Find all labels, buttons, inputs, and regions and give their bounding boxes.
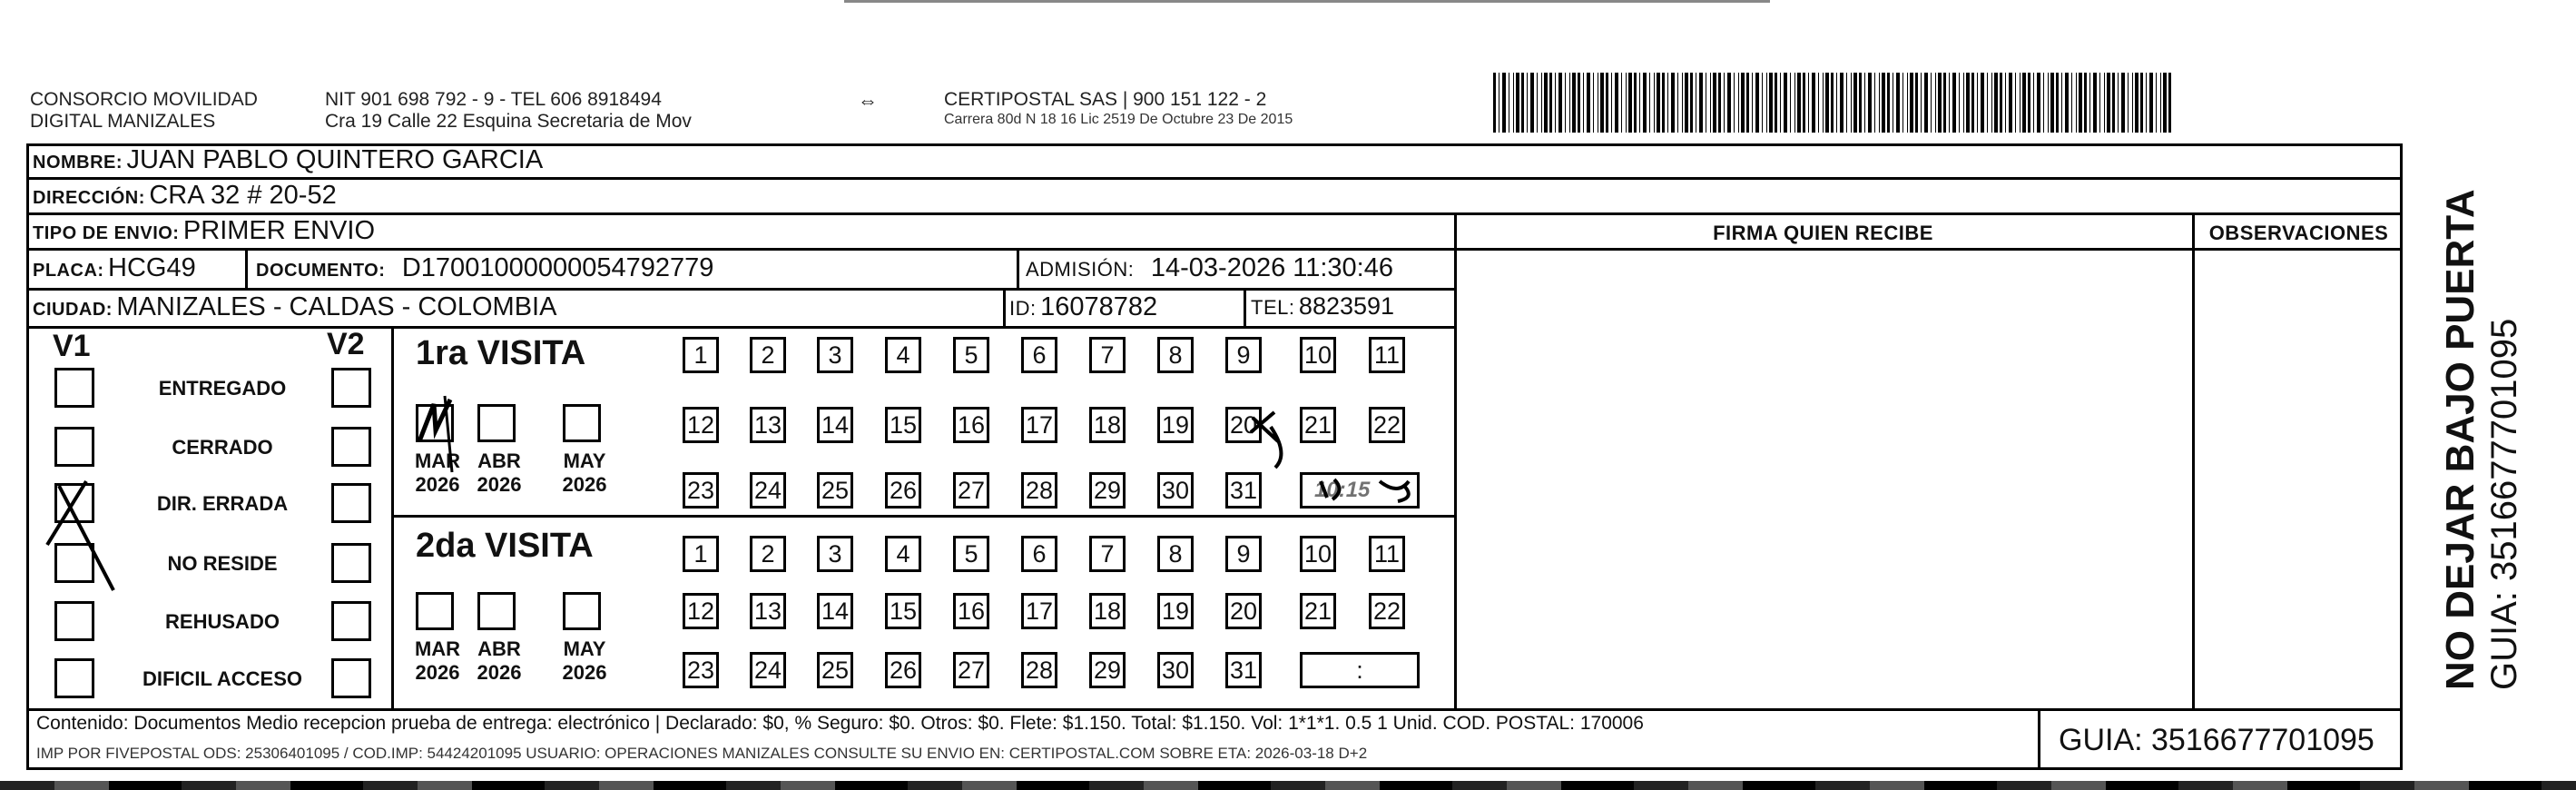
first-visit-day-box[interactable]: 8 <box>1157 337 1194 373</box>
first-visit-day-box[interactable]: 14 <box>817 407 853 443</box>
contenido-text: Contenido: Documentos Medio recepcion prueba de entrega: electrónico | Declarado: $0, % Seguro: $0. Otros: $0. Flete: $1.150. Total: $1.150. Vol: 1*1*1. 0.5 1 Unid. COD. POSTAL: 170006 <box>36 713 1644 734</box>
second-visit-day-box[interactable]: 14 <box>817 593 853 629</box>
first-visit-day-box[interactable]: 17 <box>1021 407 1057 443</box>
ciudad-label: CIUDAD: <box>33 300 113 320</box>
second-visit-day-box[interactable]: 10 <box>1300 536 1336 572</box>
status-label: CERRADO <box>172 436 273 459</box>
second-visit-day-box[interactable]: 6 <box>1021 536 1057 572</box>
first-visit-day-box[interactable]: 12 <box>683 407 719 443</box>
second-visit-day-box[interactable]: 5 <box>953 536 989 572</box>
first-visit-day-box[interactable]: 27 <box>953 472 989 509</box>
tipo-label: TIPO DE ENVIO: <box>33 223 180 243</box>
status-label: DIR. ERRADA <box>156 492 289 515</box>
second-visit-day-box[interactable]: 31 <box>1225 652 1262 688</box>
month-year: 2026 <box>477 473 522 496</box>
first-visit-day-box[interactable]: 5 <box>953 337 989 373</box>
first-visit-day-box[interactable]: 9 <box>1225 337 1262 373</box>
second-visit-day-box[interactable]: 25 <box>817 652 853 688</box>
second-visit-day-box[interactable]: 4 <box>885 536 921 572</box>
courier-name: CERTIPOSTAL SAS | 900 151 122 - 2 <box>944 89 1267 110</box>
first-visit-day-box[interactable]: 13 <box>750 407 786 443</box>
firma-header: FIRMA QUIEN RECIBE <box>1713 222 1933 244</box>
bottom-edge <box>0 781 2576 790</box>
second-visit-day-box[interactable]: 3 <box>817 536 853 572</box>
ciudad-value: MANIZALES - CALDAS - COLOMBIA <box>116 292 557 321</box>
first-visit-day-box[interactable]: 10 <box>1300 337 1336 373</box>
admision-value: 14-03-2026 11:30:46 <box>1150 253 1393 282</box>
tel-value: 8823591 <box>1298 292 1395 320</box>
second-visit-day-box[interactable]: 12 <box>683 593 719 629</box>
placa-value: HCG49 <box>108 253 196 282</box>
second-visit-day-box[interactable]: 22 <box>1369 593 1405 629</box>
first-visit-day-box[interactable]: 25 <box>817 472 853 509</box>
status-label: DIFICIL ACCESO <box>142 667 302 690</box>
first-visit-day-box[interactable]: 28 <box>1021 472 1057 509</box>
first-visit-day-box[interactable]: 24 <box>750 472 786 509</box>
first-visit-day-box[interactable]: 7 <box>1089 337 1126 373</box>
nombre-label: NOMBRE: <box>33 153 123 173</box>
nit-line: NIT 901 698 792 - 9 - TEL 606 8918494 <box>325 89 662 110</box>
second-visit-day-box[interactable]: 26 <box>885 652 921 688</box>
side-notice-text: NO DEJAR BAJO PUERTA <box>2438 189 2483 690</box>
admision-label: ADMISIÓN: <box>1026 258 1135 281</box>
first-visit-day-box[interactable]: 16 <box>953 407 989 443</box>
address-line: Cra 19 Calle 22 Esquina Secretaria de Mov <box>325 111 692 132</box>
company-line-2: DIGITAL MANIZALES <box>30 111 216 132</box>
second-visit-day-box[interactable]: 19 <box>1157 593 1194 629</box>
first-visit-day-box[interactable]: 29 <box>1089 472 1126 509</box>
id-value: 16078782 <box>1040 292 1158 321</box>
second-visit-day-box[interactable]: 23 <box>683 652 719 688</box>
first-visit-day-box[interactable]: 21 <box>1300 407 1336 443</box>
first-visit-day-box[interactable]: 30 <box>1157 472 1194 509</box>
second-visit-day-box[interactable]: 15 <box>885 593 921 629</box>
first-visit-day-box[interactable]: 31 <box>1225 472 1262 509</box>
documento-value: D17001000000054792779 <box>401 253 714 282</box>
second-visit-day-box[interactable]: 17 <box>1021 593 1057 629</box>
month-name: MAY <box>563 449 606 472</box>
direccion-value: CRA 32 # 20-52 <box>149 181 337 210</box>
first-visit-day-box[interactable]: 19 <box>1157 407 1194 443</box>
first-visit-day-box[interactable]: 4 <box>885 337 921 373</box>
second-visit-title: 2da VISITA <box>416 527 594 565</box>
first-visit-day-box[interactable]: 22 <box>1369 407 1405 443</box>
company-line-1: CONSORCIO MOVILIDAD <box>30 89 258 110</box>
status-label: REHUSADO <box>165 610 280 633</box>
second-visit-day-box[interactable]: 13 <box>750 593 786 629</box>
nombre-value: JUAN PABLO QUINTERO GARCIA <box>126 145 544 174</box>
imp-text: IMP POR FIVEPOSTAL ODS: 25306401095 / COD.IMP: 54424201095 USUARIO: OPERACIONES MANIZALES CONSULTE SU ENVIO EN: CERTIPOSTAL.COM SOBRE ETA: 2026-03-18 D+2 <box>36 745 1368 762</box>
month-year: 2026 <box>415 661 460 684</box>
second-visit-day-box[interactable]: 24 <box>750 652 786 688</box>
check-mark-dir-errada <box>47 481 113 590</box>
second-visit-day-box[interactable]: 30 <box>1157 652 1194 688</box>
placa-label: PLACA: <box>33 261 104 281</box>
status-label: ENTREGADO <box>158 377 287 400</box>
handwritten-time <box>1321 479 1409 501</box>
second-visit-day-box[interactable]: 28 <box>1021 652 1057 688</box>
v1-label: V1 <box>53 329 91 363</box>
month-name: MAR <box>414 449 461 472</box>
month-year: 2026 <box>415 473 460 496</box>
status-label: NO RESIDE <box>167 552 278 575</box>
second-visit-day-box[interactable]: 18 <box>1089 593 1126 629</box>
handwritten-time-text: 10:15 <box>1314 478 1371 502</box>
first-visit-day-box[interactable]: 2 <box>750 337 786 373</box>
courier-address: Carrera 80d N 18 16 Lic 2519 De Octubre 23 De 2015 <box>944 112 1293 127</box>
first-visit-day-box[interactable]: 3 <box>817 337 853 373</box>
first-visit-title: 1ra VISITA <box>416 334 586 372</box>
second-visit-day-box[interactable]: 8 <box>1157 536 1194 572</box>
month-year: 2026 <box>562 661 607 684</box>
side-guia-text: GUIA: 3516677701095 <box>2484 318 2524 690</box>
second-visit-day-box[interactable]: 9 <box>1225 536 1262 572</box>
second-visit-day-box[interactable]: 11 <box>1369 536 1405 572</box>
second-visit-day-box[interactable]: 7 <box>1089 536 1126 572</box>
second-visit-day-box[interactable]: 2 <box>750 536 786 572</box>
first-visit-day-box[interactable]: 15 <box>885 407 921 443</box>
first-visit-day-box[interactable]: 6 <box>1021 337 1057 373</box>
month-name: MAY <box>563 637 606 660</box>
month-year: 2026 <box>562 473 607 496</box>
id-label: ID: <box>1009 297 1037 320</box>
v2-label: V2 <box>327 327 365 361</box>
second-visit-day-box[interactable]: 21 <box>1300 593 1336 629</box>
observaciones-header: OBSERVACIONES <box>2208 222 2389 244</box>
second-visit-day-box[interactable]: 27 <box>953 652 989 688</box>
first-visit-day-box[interactable]: 18 <box>1089 407 1126 443</box>
second-visit-day-box[interactable]: 16 <box>953 593 989 629</box>
direccion-label: DIRECCIÓN: <box>33 188 145 208</box>
side-notice <box>2438 189 2525 690</box>
courier-logo-icon: ⇔ <box>858 89 878 112</box>
tel-label: TEL: <box>1251 296 1295 319</box>
month-name: MAR <box>414 637 461 660</box>
second-visit-day-box[interactable]: 20 <box>1225 593 1262 629</box>
first-visit-day-box[interactable]: 20 <box>1225 407 1262 443</box>
second-visit-day-box[interactable]: 1 <box>683 536 719 572</box>
first-visit-day-box[interactable]: 1 <box>683 337 719 373</box>
second-visit-time-box[interactable]: : <box>1300 652 1420 688</box>
tipo-value: PRIMER ENVIO <box>182 216 376 245</box>
month-name: ABR <box>477 637 521 660</box>
first-visit-day-box[interactable]: 26 <box>885 472 921 509</box>
month-year: 2026 <box>477 661 522 684</box>
first-visit-day-box[interactable]: 11 <box>1369 337 1405 373</box>
documento-label: DOCUMENTO: <box>256 261 386 281</box>
month-name: ABR <box>477 449 521 472</box>
strike-mark-day-20 <box>1251 412 1281 468</box>
first-visit-day-box[interactable]: 23 <box>683 472 719 509</box>
second-visit-day-box[interactable]: 29 <box>1089 652 1126 688</box>
guia-box: GUIA: 3516677701095 <box>2059 723 2374 757</box>
